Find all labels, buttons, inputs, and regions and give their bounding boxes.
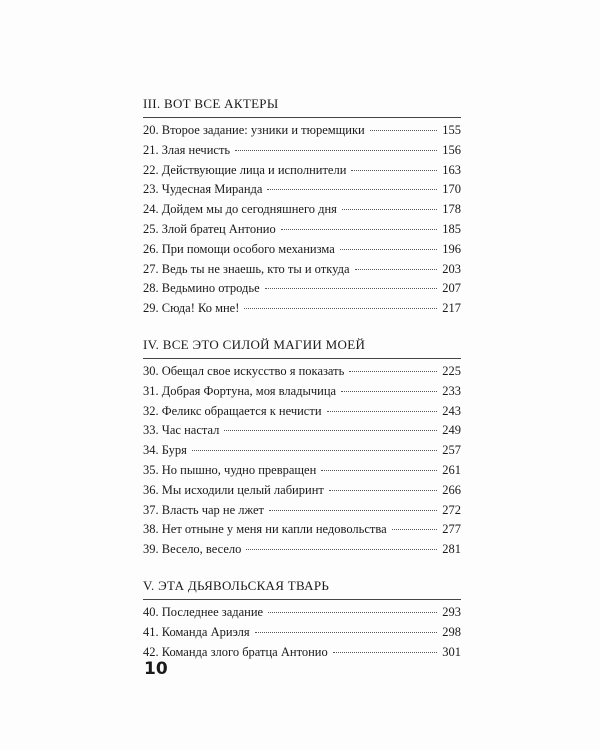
entry-title: 21. Злая нечисть: [143, 142, 231, 157]
entry-page-number: 298: [442, 624, 461, 639]
dot-leader: [355, 269, 438, 270]
dot-leader: [349, 371, 437, 372]
entry-title: 41. Команда Ариэля: [143, 624, 250, 639]
toc-entry: [143, 362, 461, 382]
toc-entry: [143, 421, 461, 441]
part-title: III. ВОТ ВСЕ АКТЕРЫ: [143, 96, 279, 111]
dot-leader: [255, 632, 438, 633]
entry-page-number: 293: [442, 604, 461, 619]
toc-part: [143, 577, 461, 662]
entry-page-number: 243: [442, 403, 461, 418]
dot-leader: [192, 450, 437, 451]
entry-page-number: 203: [442, 261, 461, 276]
toc-entry: [143, 299, 461, 319]
entry-title: 40. Последнее задание: [143, 604, 264, 619]
entry-page-number: 249: [442, 423, 461, 438]
entry-title: 38. Нет отныне у меня ни капли недовольства: [143, 522, 387, 537]
toc-entries: [143, 362, 461, 560]
table-of-contents: [143, 95, 461, 679]
dot-leader: [281, 229, 438, 230]
toc-entry: [143, 121, 461, 141]
page-number: 10: [144, 659, 168, 679]
part-divider: [143, 358, 461, 359]
dot-leader: [340, 249, 438, 250]
part-title: V. ЭТА ДЬЯВОЛЬСКАЯ ТВАРЬ: [143, 577, 330, 593]
entry-page-number: 225: [442, 363, 461, 378]
toc-entry: [143, 260, 461, 280]
part-title: IV. ВСЕ ЭТО СИЛОЙ МАГИИ МОЕЙ: [143, 336, 366, 352]
toc-entry: [143, 441, 461, 461]
toc-entry: [143, 279, 461, 299]
entry-title: 32. Феликс обращается к нечисти: [143, 403, 322, 418]
entry-page-number: 163: [442, 162, 461, 177]
entry-page-number: 156: [442, 142, 461, 157]
entry-title: 42. Команда злого братца Антонио: [143, 644, 328, 659]
entry-page-number: 266: [442, 482, 461, 497]
entry-page-number: 185: [442, 221, 461, 236]
toc-part: [143, 95, 461, 319]
dot-leader: [267, 189, 437, 190]
toc-entry: [143, 501, 461, 521]
entry-title: 28. Ведьмино отродье: [143, 281, 260, 296]
entry-page-number: 207: [442, 281, 461, 296]
dot-leader: [265, 288, 438, 289]
entry-page-number: 155: [442, 123, 461, 137]
entry-page-number: 170: [442, 182, 461, 197]
entry-page-number: 178: [442, 202, 461, 217]
dot-leader: [342, 209, 437, 210]
toc-entries: [143, 121, 461, 319]
entry-title: 35. Но пышно, чудно превращен: [143, 462, 317, 477]
entry-page-number: 277: [442, 522, 461, 537]
entry-page-number: 217: [442, 301, 461, 316]
entry-title: 39. Весело, весело: [143, 542, 242, 557]
entry-title: 25. Злой братец Антонио: [143, 221, 276, 236]
dot-leader: [224, 430, 437, 431]
toc-entry: [143, 481, 461, 501]
dot-leader: [370, 130, 438, 131]
entry-page-number: 257: [442, 443, 461, 458]
toc-entry: [143, 643, 461, 663]
toc-entry: [143, 603, 461, 623]
entry-page-number: 281: [442, 542, 461, 557]
toc-entry: [143, 402, 461, 422]
part-divider: [143, 117, 461, 118]
dot-leader: [333, 652, 438, 653]
entry-title: 31. Добрая Фортуна, моя владычица: [143, 383, 337, 398]
dot-leader: [351, 170, 437, 171]
dot-leader: [321, 470, 437, 471]
toc-entry: [143, 220, 461, 240]
entry-page-number: 233: [442, 383, 461, 398]
toc-entry: [143, 141, 461, 161]
toc-entry: [143, 180, 461, 200]
toc-entry: [143, 382, 461, 402]
entry-title: 26. При помощи особого механизма: [143, 241, 335, 256]
toc-entry: [143, 200, 461, 220]
toc-entry: [143, 540, 461, 560]
entry-page-number: 261: [442, 462, 461, 477]
entry-title: 29. Сюда! Ко мне!: [143, 301, 240, 316]
entry-page-number: 272: [442, 502, 461, 517]
toc-entry: [143, 240, 461, 260]
entry-title: 34. Буря: [143, 443, 187, 458]
toc-entry: [143, 161, 461, 181]
dot-leader: [269, 510, 437, 511]
entry-title: 27. Ведь ты не знаешь, кто ты и откуда: [143, 261, 350, 276]
toc-entry: [143, 520, 461, 540]
dot-leader: [327, 411, 438, 412]
dot-leader: [244, 308, 437, 309]
toc-entries: [143, 603, 461, 662]
dot-leader: [235, 150, 437, 151]
dot-leader: [268, 612, 437, 613]
toc-entry: [143, 461, 461, 481]
toc-entry: [143, 623, 461, 643]
entry-title: 23. Чудесная Миранда: [143, 182, 263, 197]
dot-leader: [341, 391, 437, 392]
entry-title: 20. Второе задание: узники и тюремщики: [143, 123, 365, 137]
entry-title: 37. Власть чар не лжет: [143, 502, 265, 517]
entry-title: 30. Обещал свое искусство я показать: [143, 363, 345, 378]
part-divider: [143, 599, 461, 600]
dot-leader: [246, 549, 437, 550]
entry-page-number: 196: [442, 241, 461, 256]
entry-title: 36. Мы исходили целый лабиринт: [143, 482, 324, 497]
entry-title: 22. Действующие лица и исполнители: [143, 162, 347, 177]
entry-page-number: 301: [442, 644, 461, 659]
dot-leader: [392, 529, 438, 530]
dot-leader: [329, 490, 437, 491]
toc-part: [143, 336, 461, 560]
entry-title: 33. Час настал: [143, 423, 220, 438]
entry-title: 24. Дойдем мы до сегодняшнего дня: [143, 202, 337, 217]
